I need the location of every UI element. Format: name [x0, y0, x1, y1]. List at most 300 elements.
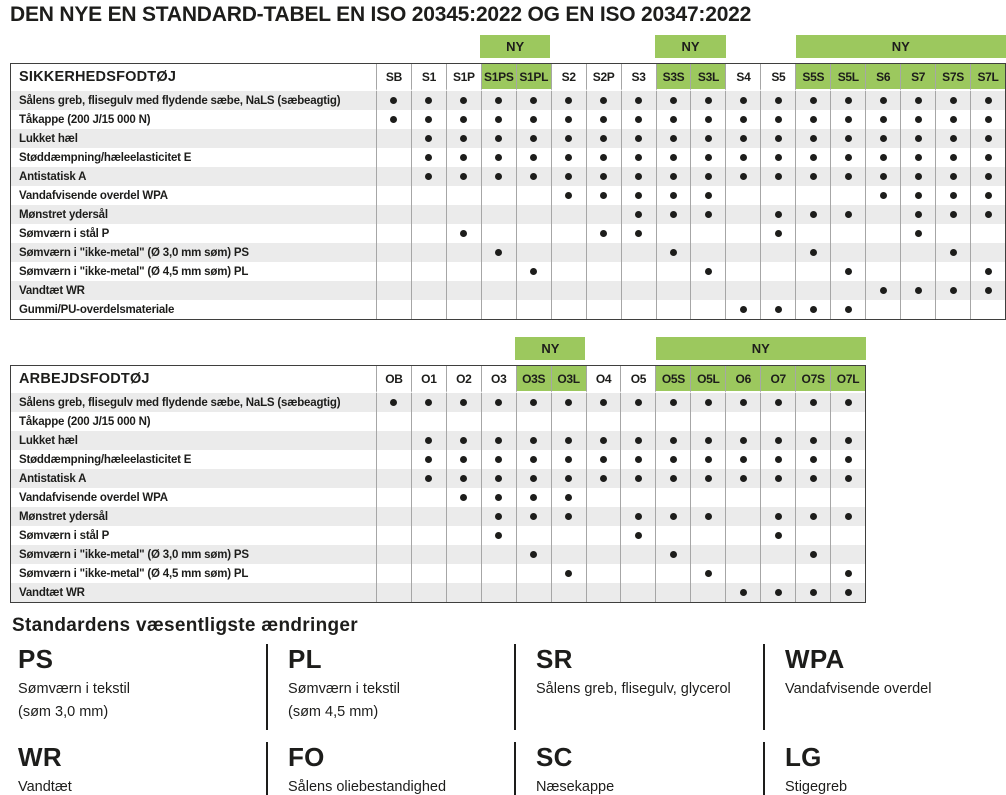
dot-marker: [565, 154, 572, 161]
dot-cell: [865, 110, 900, 129]
dot-cell: [446, 224, 481, 243]
legend-item: [266, 742, 514, 795]
dot-cell: [516, 507, 551, 526]
dot-marker: [775, 154, 782, 161]
dot-marker: [460, 494, 467, 501]
dot-cell: [900, 129, 935, 148]
empty-cell: [760, 281, 795, 300]
column-header: S5S: [795, 64, 830, 91]
dot-cell: [725, 91, 760, 110]
dot-cell: [656, 243, 691, 262]
empty-cell: [481, 583, 516, 602]
dot-cell: [760, 431, 795, 450]
dot-cell: [446, 148, 481, 167]
dot-marker: [915, 230, 922, 237]
dot-marker: [565, 192, 572, 199]
empty-cell: [376, 450, 411, 469]
dot-cell: [830, 564, 865, 583]
row-label: Lukket hæl: [11, 431, 376, 450]
dot-marker: [460, 116, 467, 123]
empty-cell: [446, 545, 481, 564]
dot-cell: [795, 205, 830, 224]
empty-cell: [655, 564, 690, 583]
empty-cell: [586, 281, 621, 300]
dot-marker: [460, 437, 467, 444]
dot-marker: [845, 268, 852, 275]
empty-cell: [376, 583, 411, 602]
dot-marker: [915, 97, 922, 104]
dot-cell: [830, 110, 865, 129]
legend-desc: Sømværn i tekstil: [288, 681, 400, 697]
empty-cell: [481, 224, 516, 243]
empty-cell: [656, 262, 691, 281]
dot-cell: [970, 110, 1005, 129]
dot-cell: [620, 526, 655, 545]
dot-marker: [635, 513, 642, 520]
column-header: OB: [376, 366, 411, 393]
legend-code: FO: [288, 742, 325, 772]
empty-cell: [411, 507, 446, 526]
empty-cell: [376, 243, 411, 262]
dot-marker: [425, 116, 432, 123]
dot-marker: [740, 135, 747, 142]
dot-marker: [530, 97, 537, 104]
dot-marker: [740, 475, 747, 482]
dot-cell: [586, 431, 621, 450]
dot-marker: [705, 399, 712, 406]
legend-code: PS: [18, 644, 54, 674]
dot-cell: [725, 148, 760, 167]
empty-cell: [551, 243, 586, 262]
dot-marker: [740, 306, 747, 313]
dot-marker: [740, 589, 747, 596]
dot-cell: [620, 450, 655, 469]
dot-cell: [620, 431, 655, 450]
empty-cell: [621, 281, 656, 300]
empty-cell: [620, 488, 655, 507]
dot-cell: [760, 148, 795, 167]
dot-cell: [516, 545, 551, 564]
dot-cell: [690, 148, 725, 167]
row-label: Støddæmpning/hæleelasticitet E: [19, 151, 192, 164]
empty-cell: [725, 262, 760, 281]
empty-cell: [446, 300, 481, 319]
legend-item: [266, 644, 514, 730]
dot-cell: [970, 91, 1005, 110]
dot-marker: [670, 513, 677, 520]
row-label: Lukket hæl: [11, 129, 376, 148]
legend-item: [514, 742, 763, 795]
dot-marker: [565, 399, 572, 406]
empty-cell: [446, 205, 481, 224]
dot-marker: [635, 116, 642, 123]
dot-cell: [621, 186, 656, 205]
dot-cell: [411, 393, 446, 412]
dot-marker: [775, 230, 782, 237]
column-header: O7L: [830, 366, 865, 393]
empty-cell: [376, 469, 411, 488]
dot-marker: [775, 437, 782, 444]
dot-marker: [985, 287, 992, 294]
dot-cell: [551, 110, 586, 129]
dot-marker: [950, 154, 957, 161]
dot-cell: [551, 507, 586, 526]
column-header: S1: [411, 64, 446, 91]
dot-marker: [565, 456, 572, 463]
empty-cell: [446, 583, 481, 602]
empty-cell: [551, 205, 586, 224]
dot-marker: [600, 135, 607, 142]
dot-marker: [845, 456, 852, 463]
dot-marker: [705, 173, 712, 180]
row-label: Mønstret ydersål: [11, 205, 376, 224]
dot-cell: [830, 450, 865, 469]
dot-marker: [495, 249, 502, 256]
row-label: Sømværn i "ikke-metal" (Ø 4,5 mm søm) PL: [19, 567, 249, 580]
dot-cell: [690, 91, 725, 110]
dot-marker: [600, 230, 607, 237]
empty-cell: [411, 224, 446, 243]
empty-cell: [760, 412, 795, 431]
dot-marker: [635, 475, 642, 482]
dot-cell: [795, 393, 830, 412]
empty-cell: [376, 300, 411, 319]
table-title: ARBEJDSFODTØJ: [11, 366, 376, 393]
empty-cell: [411, 545, 446, 564]
dot-cell: [516, 167, 551, 186]
dot-marker: [880, 287, 887, 294]
dot-marker: [495, 494, 502, 501]
dot-marker: [530, 513, 537, 520]
legend-heading: Standardens væsentligste ændringer: [12, 615, 358, 636]
column-header: O5S: [655, 366, 690, 393]
dot-marker: [670, 456, 677, 463]
dot-marker: [845, 173, 852, 180]
dot-marker: [670, 135, 677, 142]
dot-marker: [845, 399, 852, 406]
empty-cell: [795, 186, 830, 205]
dot-cell: [795, 110, 830, 129]
dot-cell: [690, 110, 725, 129]
legend-item: [10, 644, 266, 730]
empty-cell: [725, 564, 760, 583]
dot-marker: [425, 154, 432, 161]
empty-cell: [621, 243, 656, 262]
dot-marker: [845, 154, 852, 161]
dot-cell: [725, 431, 760, 450]
dot-marker: [740, 173, 747, 180]
empty-cell: [760, 564, 795, 583]
dot-cell: [481, 129, 516, 148]
empty-cell: [586, 205, 621, 224]
table-title: SIKKERHEDSFODTØJ: [11, 64, 376, 91]
dot-marker: [985, 97, 992, 104]
empty-cell: [865, 205, 900, 224]
legend-code: WR: [18, 742, 62, 772]
dot-marker: [670, 154, 677, 161]
row-label: Sålens greb, flisegulv med flydende sæbe, NaLS (sæbeagtig): [11, 91, 376, 110]
empty-cell: [830, 281, 865, 300]
dot-cell: [760, 507, 795, 526]
dot-cell: [586, 469, 621, 488]
dot-marker: [635, 399, 642, 406]
empty-cell: [795, 224, 830, 243]
column-header: O5: [620, 366, 655, 393]
dot-cell: [551, 148, 586, 167]
dot-cell: [830, 129, 865, 148]
dot-cell: [830, 469, 865, 488]
dot-cell: [411, 450, 446, 469]
empty-cell: [446, 564, 481, 583]
dot-marker: [495, 173, 502, 180]
dot-cell: [656, 129, 691, 148]
work-footwear-table: [10, 365, 866, 603]
dot-cell: [690, 507, 725, 526]
empty-cell: [900, 243, 935, 262]
empty-cell: [586, 564, 621, 583]
empty-cell: [411, 186, 446, 205]
dot-marker: [705, 456, 712, 463]
dot-marker: [600, 173, 607, 180]
dot-cell: [760, 91, 795, 110]
dot-marker: [740, 456, 747, 463]
dot-cell: [551, 91, 586, 110]
empty-cell: [551, 526, 586, 545]
dot-cell: [795, 300, 830, 319]
dot-cell: [690, 393, 725, 412]
dot-cell: [830, 91, 865, 110]
dot-cell: [865, 91, 900, 110]
empty-cell: [446, 412, 481, 431]
dot-cell: [900, 224, 935, 243]
empty-cell: [516, 224, 551, 243]
empty-cell: [655, 412, 690, 431]
empty-cell: [830, 186, 865, 205]
empty-cell: [411, 488, 446, 507]
dot-cell: [516, 91, 551, 110]
legend-desc: Sømværn i tekstil: [18, 681, 130, 697]
dot-cell: [551, 564, 586, 583]
empty-cell: [516, 186, 551, 205]
empty-cell: [446, 526, 481, 545]
row-label: Vandafvisende overdel WPA: [19, 491, 168, 504]
row-label: Sømværn i "ikke-metal" (Ø 3,0 mm søm) PS: [11, 545, 376, 564]
dot-cell: [551, 469, 586, 488]
column-header: S4: [725, 64, 760, 91]
dot-cell: [516, 431, 551, 450]
empty-cell: [725, 526, 760, 545]
legend-code: PL: [288, 644, 322, 674]
dot-marker: [670, 211, 677, 218]
dot-marker: [740, 154, 747, 161]
row-label: Sømværn i stål P: [19, 529, 110, 542]
empty-cell: [411, 243, 446, 262]
dot-marker: [705, 192, 712, 199]
dot-cell: [551, 431, 586, 450]
dot-marker: [740, 116, 747, 123]
dot-cell: [621, 110, 656, 129]
empty-cell: [551, 281, 586, 300]
ny-badge: NY: [655, 35, 725, 58]
dot-marker: [495, 135, 502, 142]
column-header: S2P: [586, 64, 621, 91]
dot-cell: [970, 186, 1005, 205]
legend-code: WPA: [785, 644, 845, 674]
column-header: O3L: [551, 366, 586, 393]
dot-cell: [586, 224, 621, 243]
dot-cell: [516, 148, 551, 167]
empty-cell: [376, 431, 411, 450]
empty-cell: [655, 488, 690, 507]
dot-cell: [621, 167, 656, 186]
empty-cell: [830, 224, 865, 243]
column-header: S7: [900, 64, 935, 91]
dot-marker: [635, 230, 642, 237]
empty-cell: [690, 412, 725, 431]
dot-marker: [565, 173, 572, 180]
empty-cell: [411, 281, 446, 300]
dot-cell: [970, 281, 1005, 300]
dot-cell: [621, 129, 656, 148]
dot-cell: [446, 110, 481, 129]
empty-cell: [481, 545, 516, 564]
dot-marker: [530, 116, 537, 123]
dot-cell: [481, 167, 516, 186]
empty-cell: [970, 224, 1005, 243]
dot-marker: [495, 97, 502, 104]
row-label: Støddæmpning/hæleelasticitet E: [19, 453, 192, 466]
legend-desc: Vandafvisende overdel: [785, 681, 932, 697]
dot-cell: [620, 507, 655, 526]
empty-cell: [411, 564, 446, 583]
dot-marker: [985, 211, 992, 218]
empty-cell: [690, 224, 725, 243]
dot-cell: [655, 450, 690, 469]
dot-marker: [565, 97, 572, 104]
empty-cell: [376, 507, 411, 526]
dot-marker: [460, 173, 467, 180]
ny-badge: NY: [656, 337, 866, 360]
dot-cell: [935, 167, 970, 186]
dot-marker: [985, 192, 992, 199]
empty-cell: [830, 545, 865, 564]
dot-cell: [725, 167, 760, 186]
dot-marker: [810, 154, 817, 161]
dot-marker: [565, 475, 572, 482]
column-header: S7S: [935, 64, 970, 91]
dot-marker: [530, 494, 537, 501]
dot-marker: [495, 532, 502, 539]
dot-marker: [600, 437, 607, 444]
dot-cell: [586, 148, 621, 167]
empty-cell: [586, 545, 621, 564]
column-header: O3S: [516, 366, 551, 393]
dot-marker: [635, 211, 642, 218]
empty-cell: [586, 412, 621, 431]
empty-cell: [830, 526, 865, 545]
empty-cell: [621, 300, 656, 319]
dot-cell: [446, 167, 481, 186]
empty-cell: [690, 281, 725, 300]
dot-marker: [915, 211, 922, 218]
ny-badge: NY: [515, 337, 585, 360]
dot-marker: [530, 437, 537, 444]
dot-marker: [530, 154, 537, 161]
dot-cell: [586, 186, 621, 205]
empty-cell: [376, 224, 411, 243]
dot-cell: [935, 91, 970, 110]
dot-marker: [880, 192, 887, 199]
dot-cell: [656, 148, 691, 167]
empty-cell: [656, 224, 691, 243]
empty-cell: [376, 167, 411, 186]
dot-cell: [865, 186, 900, 205]
dot-marker: [845, 570, 852, 577]
empty-cell: [376, 262, 411, 281]
dot-marker: [670, 249, 677, 256]
column-header: S1PS: [481, 64, 516, 91]
column-header: S3S: [656, 64, 691, 91]
empty-cell: [900, 300, 935, 319]
empty-cell: [935, 300, 970, 319]
dot-cell: [481, 148, 516, 167]
dot-cell: [725, 129, 760, 148]
dot-marker: [530, 475, 537, 482]
dot-cell: [690, 564, 725, 583]
dot-marker: [915, 135, 922, 142]
dot-marker: [775, 306, 782, 313]
dot-marker: [740, 399, 747, 406]
empty-cell: [481, 412, 516, 431]
dot-marker: [810, 551, 817, 558]
column-header: SB: [376, 64, 411, 91]
dot-marker: [880, 154, 887, 161]
empty-cell: [551, 545, 586, 564]
empty-cell: [656, 281, 691, 300]
dot-marker: [775, 135, 782, 142]
dot-cell: [551, 450, 586, 469]
row-label: Vandtæt WR: [11, 583, 376, 602]
dot-cell: [376, 110, 411, 129]
empty-cell: [795, 564, 830, 583]
dot-cell: [481, 110, 516, 129]
empty-cell: [830, 488, 865, 507]
dot-cell: [830, 507, 865, 526]
empty-cell: [690, 545, 725, 564]
dot-cell: [795, 129, 830, 148]
dot-marker: [565, 494, 572, 501]
dot-cell: [935, 148, 970, 167]
dot-cell: [481, 243, 516, 262]
dot-cell: [935, 281, 970, 300]
dot-cell: [760, 129, 795, 148]
dot-marker: [565, 570, 572, 577]
dot-cell: [830, 393, 865, 412]
legend-code: SR: [536, 644, 573, 674]
empty-cell: [725, 281, 760, 300]
dot-marker: [810, 97, 817, 104]
dot-marker: [775, 475, 782, 482]
legend-grid: [10, 644, 1006, 795]
column-header: S1PL: [516, 64, 551, 91]
dot-marker: [425, 97, 432, 104]
empty-cell: [621, 262, 656, 281]
dot-cell: [621, 91, 656, 110]
empty-cell: [516, 243, 551, 262]
dot-cell: [376, 393, 411, 412]
dot-marker: [950, 287, 957, 294]
dot-marker: [635, 456, 642, 463]
